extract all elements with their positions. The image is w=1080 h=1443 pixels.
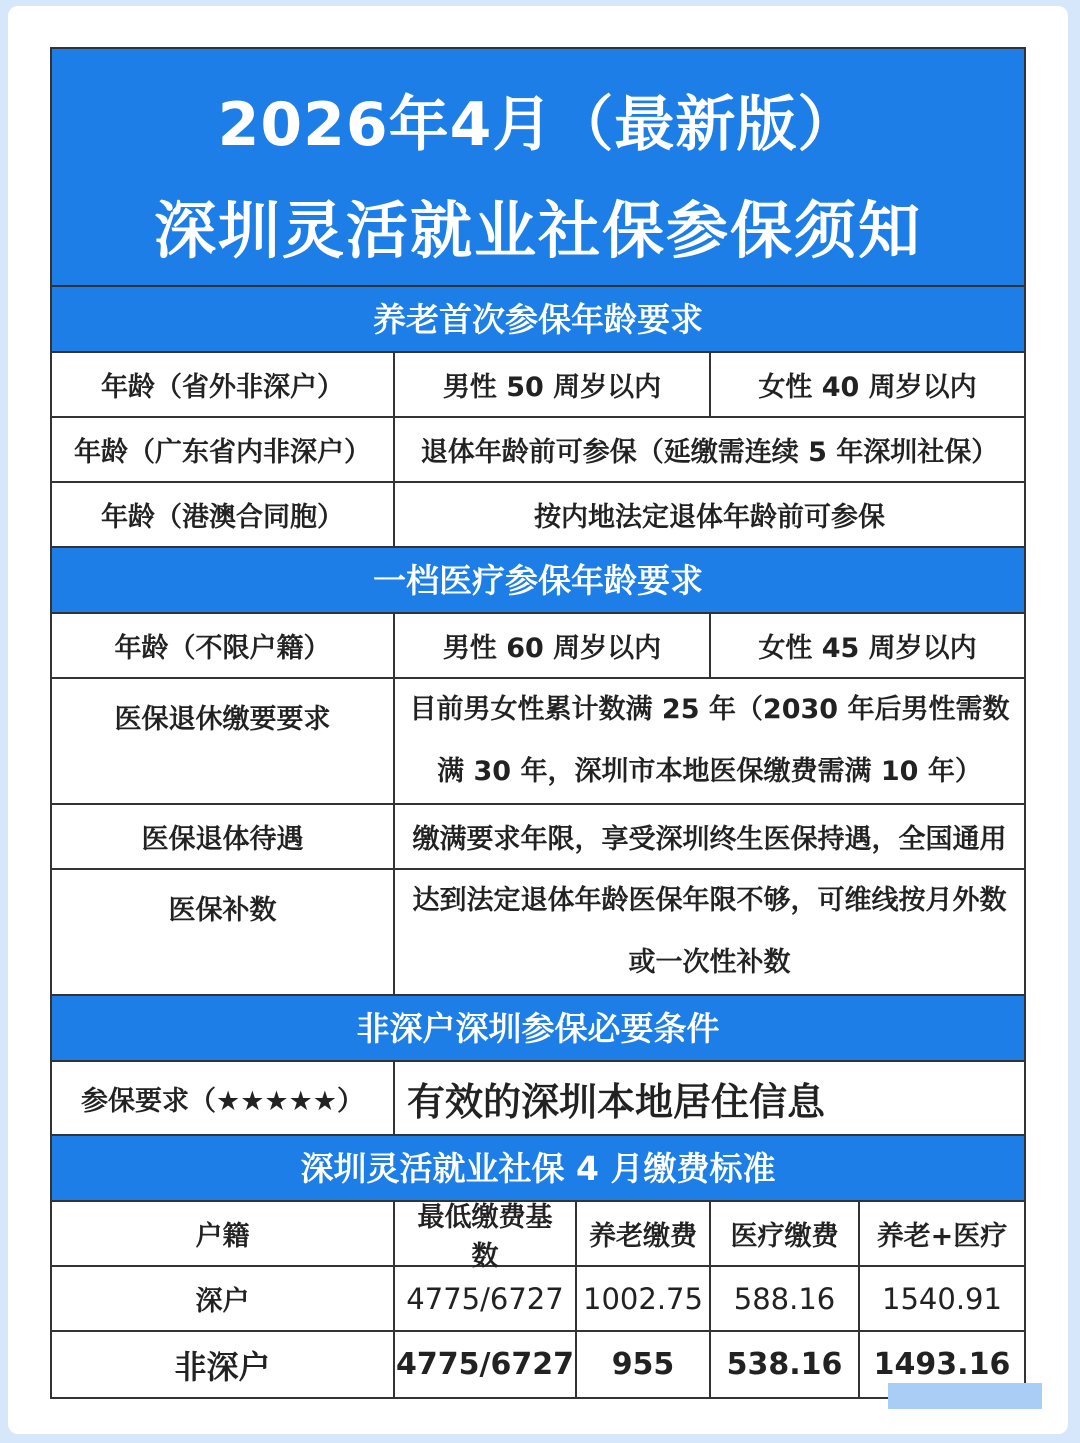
table-row — [52, 1267, 1024, 1332]
table-row — [52, 418, 1024, 483]
medical-fee: 538.16 — [711, 1332, 860, 1397]
fee-header-row — [52, 1201, 1024, 1272]
section-medical-age: 一档医疗参保年龄要求 — [52, 548, 1024, 614]
column-header: 养老+医疗 — [876, 1221, 1008, 1252]
base-value: 4775/6727 — [395, 1267, 577, 1330]
column-header: 医疗缴费 — [711, 1202, 860, 1265]
household-type: 深户 — [52, 1267, 395, 1330]
corner-highlight — [888, 1383, 1042, 1409]
title-block — [52, 49, 1024, 287]
table-row — [52, 805, 1024, 870]
total-fee: 1493.16 — [873, 1347, 1011, 1382]
table-row — [52, 1332, 1024, 1397]
column-header: 最低缴费基数 — [395, 1202, 577, 1265]
row-label: 年龄（港澳合同胞） — [52, 483, 395, 546]
table-row — [52, 614, 1024, 679]
row-label: 年龄（广东省内非深户） — [52, 418, 395, 481]
row-label: 医保补数 — [52, 870, 395, 994]
column-header: 户籍 — [52, 1202, 395, 1265]
row-value: 有效的深圳本地居住信息 — [407, 1079, 826, 1124]
base-value: 4775/6727 — [395, 1332, 577, 1397]
pension-fee: 955 — [577, 1332, 711, 1397]
male-value: 男性 60 周岁以内 — [395, 614, 711, 677]
title-date: 2026年4月（最新版） — [217, 90, 859, 160]
table-row — [52, 870, 1024, 996]
section-pension-age: 养老首次参保年龄要求 — [52, 287, 1024, 353]
medical-fee: 588.16 — [711, 1267, 860, 1330]
total-fee: 1540.91 — [882, 1281, 1002, 1316]
female-value: 女性 45 周岁以内 — [758, 633, 977, 664]
row-label: 年龄（省外非深户） — [52, 353, 395, 416]
column-header: 养老缴费 — [577, 1202, 711, 1265]
row-label: 参保要求（★★★★★） — [52, 1062, 395, 1134]
row-value: 缴满要求年限，享受深圳终生医保持遇，全国通用 — [412, 824, 1007, 855]
household-type: 非深户 — [52, 1332, 395, 1397]
row-value: 达到法定退体年龄医保年限不够，可维线按月外数或一次性补数 — [412, 885, 1007, 978]
row-label: 年龄（不限户籍） — [52, 614, 395, 677]
page-title: 深圳灵活就业社保参保须知 — [153, 194, 922, 267]
row-value: 目前男女性累计数满 25 年（2030 年后男性需数满 30 年，深圳市本地医保缴费需满 10 年） — [409, 694, 1010, 787]
pension-fee: 1002.75 — [577, 1267, 711, 1330]
row-label: 医保退休缴要要求 — [52, 679, 395, 803]
table-row — [52, 1062, 1024, 1136]
row-label: 医保退体待遇 — [52, 805, 395, 868]
row-value: 退体年龄前可参保（延缴需连续 5 年深圳社保） — [420, 437, 999, 468]
section-fees: 深圳灵活就业社保 4 月缴费标准 — [52, 1136, 1024, 1202]
female-value: 女性 40 周岁以内 — [758, 372, 977, 403]
table-row — [52, 679, 1024, 805]
row-value: 按内地法定退体年龄前可参保 — [534, 502, 885, 533]
notice-table — [50, 47, 1026, 1399]
table-row — [52, 483, 1024, 548]
table-row — [52, 353, 1024, 418]
section-conditions: 非深户深圳参保必要条件 — [52, 996, 1024, 1062]
male-value: 男性 50 周岁以内 — [395, 353, 711, 416]
